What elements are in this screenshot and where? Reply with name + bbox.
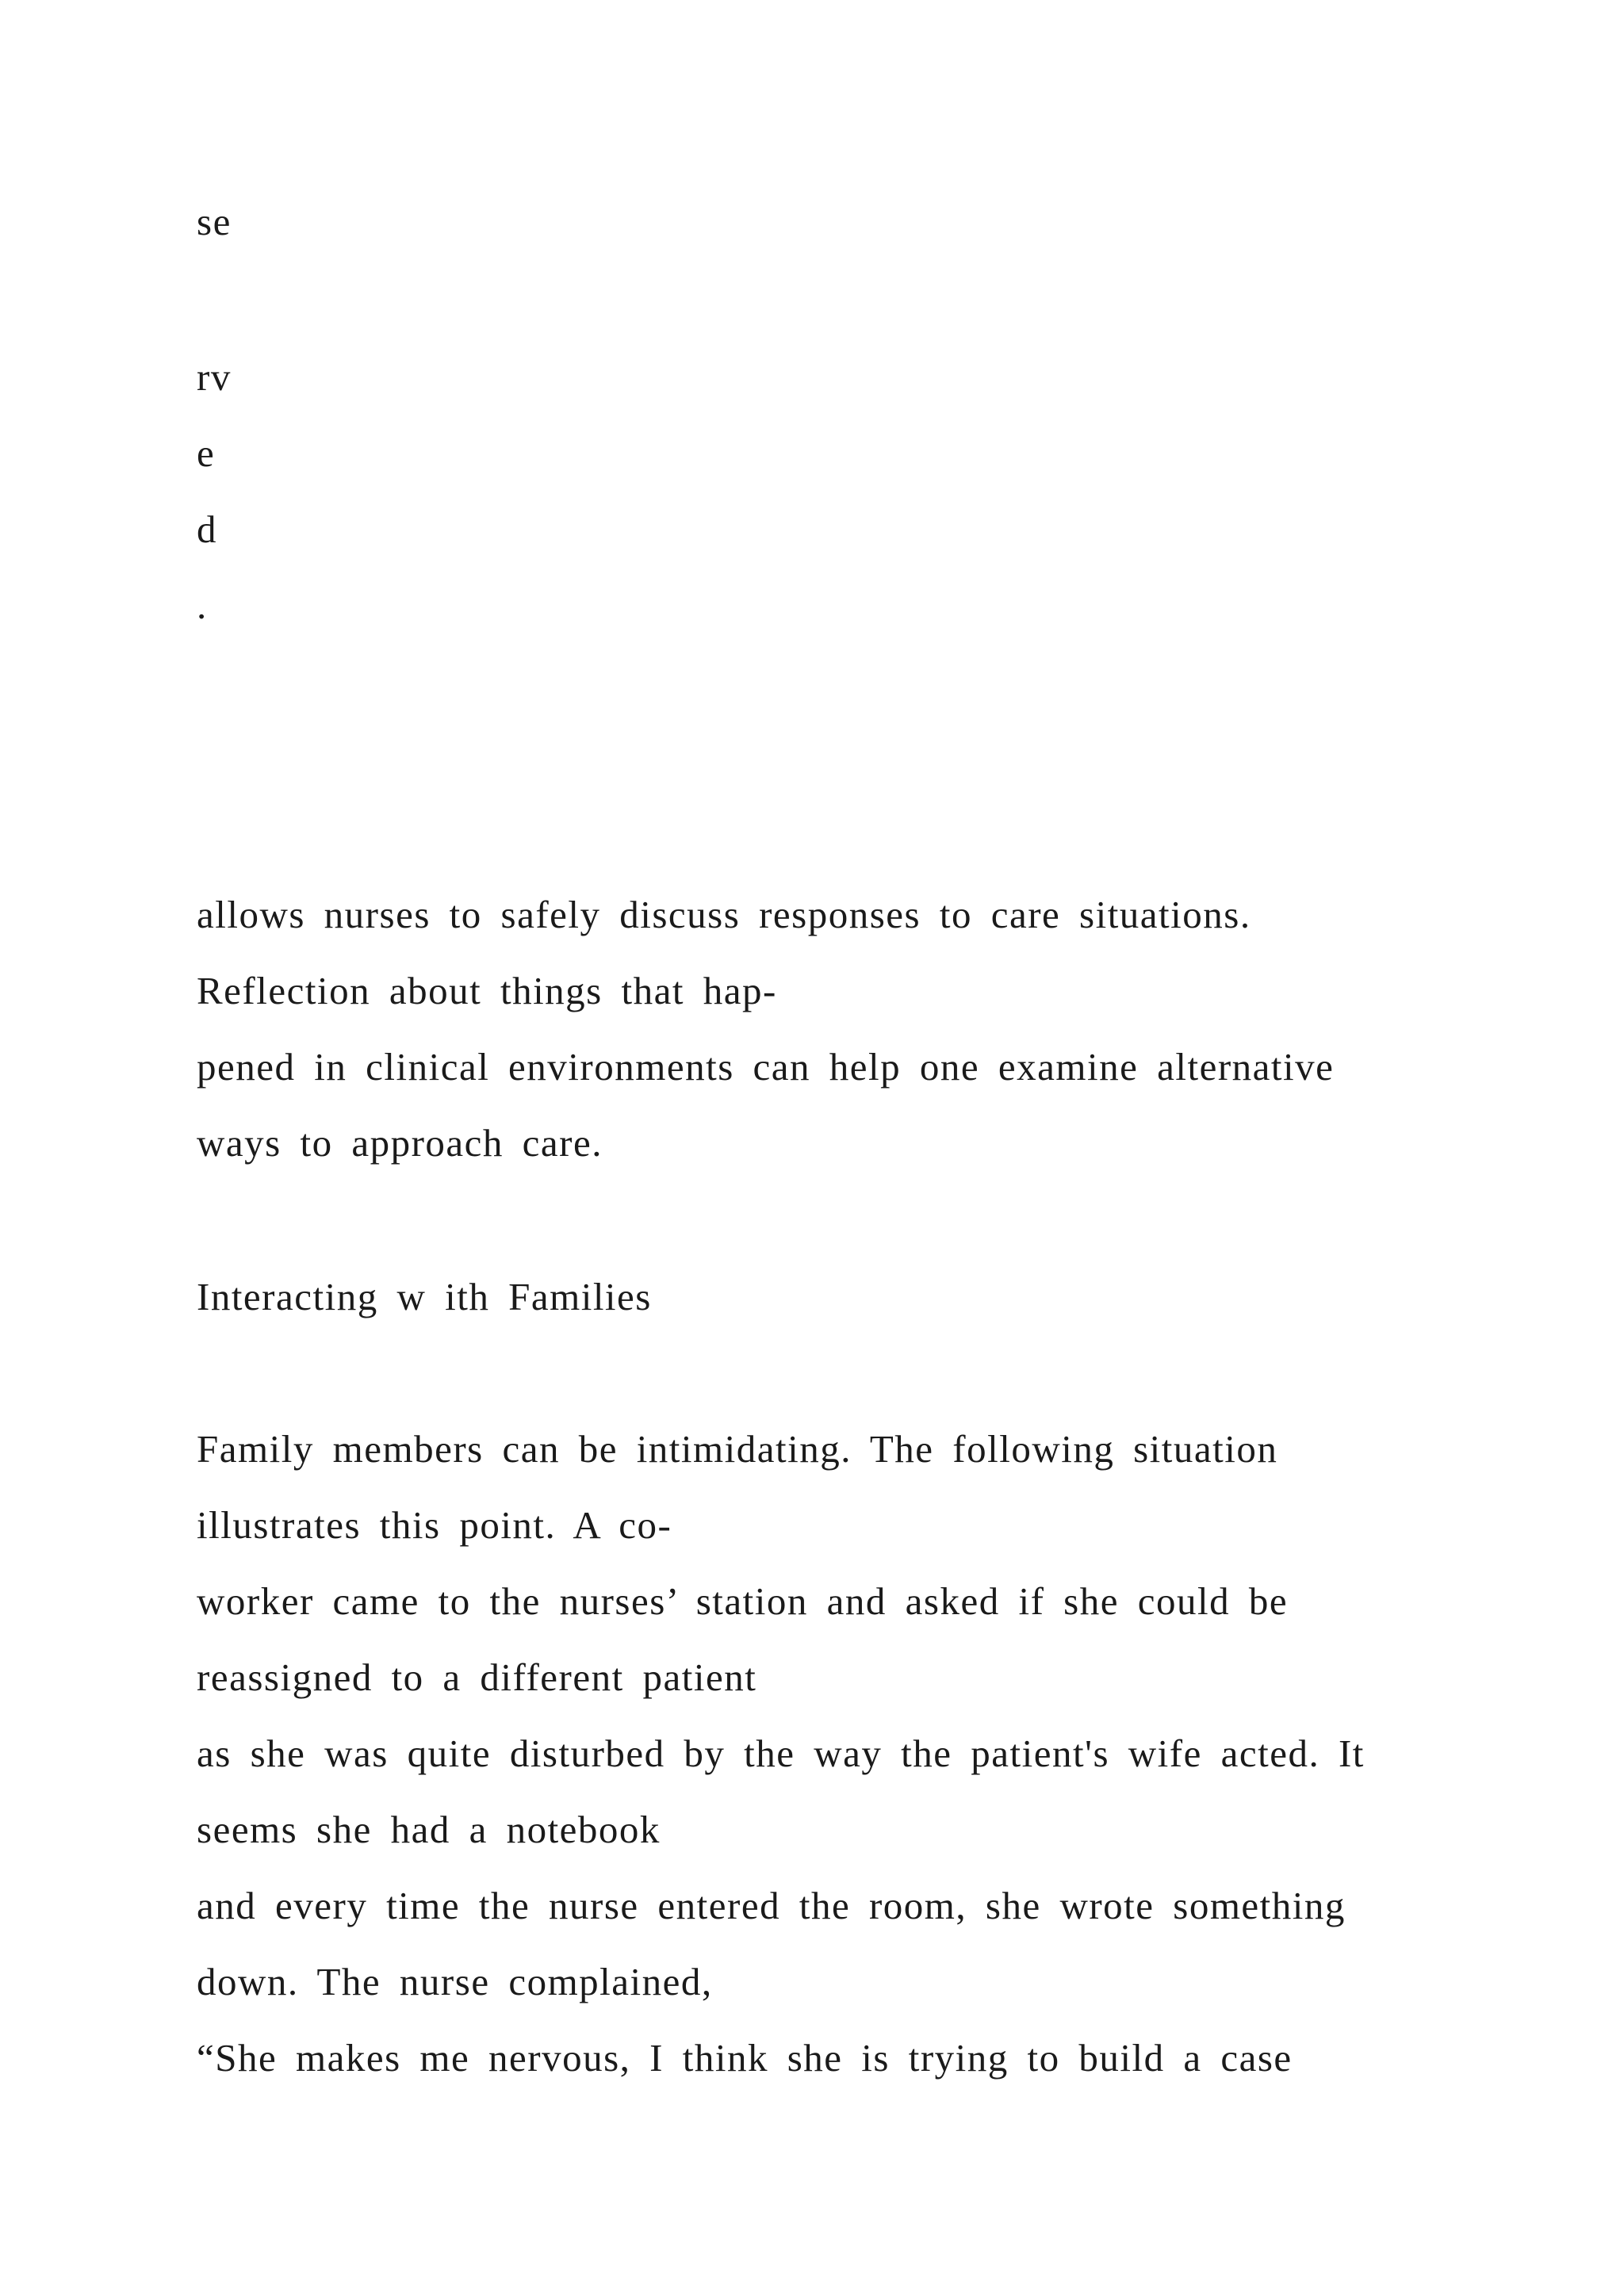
paragraph-line: reassigned to a different patient <box>197 1655 757 1699</box>
paragraph-line: Reflection about things that hap- <box>197 969 777 1012</box>
paragraph-line: and every time the nurse entered the room, she wrote something <box>197 1884 1346 1927</box>
paragraph-line: pened in clinical environments can help one examine alternative <box>197 1045 1335 1089</box>
paragraph-line: down. The nurse complained, <box>197 1960 713 2003</box>
section-heading: Interacting w ith Families <box>197 1275 652 1318</box>
fragment-line: d <box>197 507 217 551</box>
fragment-line: rv <box>197 355 232 399</box>
paragraph-line: Family members can be intimidating. The following situation <box>197 1427 1278 1471</box>
paragraph-line: illustrates this point. A co- <box>197 1503 672 1547</box>
fragment-line: . <box>197 584 208 627</box>
paragraph-line: ways to approach care. <box>197 1121 603 1165</box>
paragraph-line: seems she had a notebook <box>197 1808 661 1851</box>
paragraph-line: “She makes me nervous, I think she is trying to build a case <box>197 2036 1293 2080</box>
fragment-line: se <box>197 200 232 243</box>
paragraph-line: as she was quite disturbed by the way the patient's wife acted. It <box>197 1732 1365 1775</box>
fragment-line: e <box>197 431 216 475</box>
paragraph-line: allows nurses to safely discuss responses to care situations. <box>197 893 1251 936</box>
paragraph-line: worker came to the nurses’ station and asked if she could be <box>197 1579 1289 1623</box>
